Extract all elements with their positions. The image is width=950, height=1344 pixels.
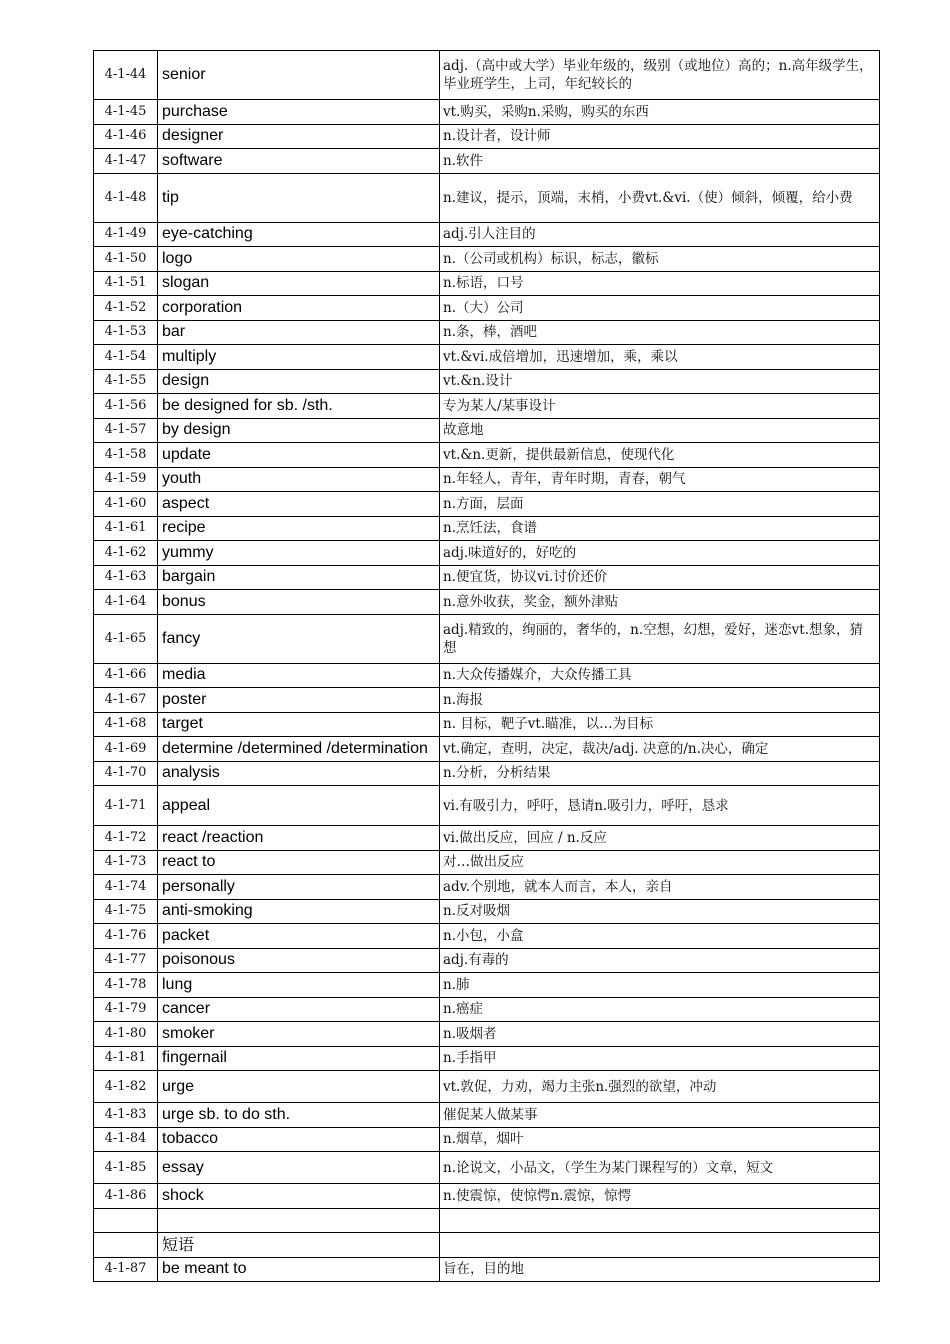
entry-definition: n.癌症: [440, 997, 880, 1022]
table-row: [94, 1152, 880, 1184]
entry-definition: n.年轻人，青年，青年时期，青春，朝气: [440, 467, 880, 492]
table-row: [94, 443, 880, 468]
table-row: [94, 1233, 880, 1258]
table-row: [94, 997, 880, 1022]
entry-id: 4-1-68: [94, 712, 158, 737]
entry-word: poisonous: [158, 948, 440, 973]
entry-id: 4-1-50: [94, 247, 158, 272]
table-row: [94, 590, 880, 615]
entry-definition: adj.（高中或大学）毕业年级的，级别（或地位）高的；n.高年级学生，毕业班学生，上司，年纪较长的: [440, 51, 880, 100]
entry-id: 4-1-81: [94, 1046, 158, 1071]
table-row: [94, 948, 880, 973]
table-row: [94, 826, 880, 851]
entry-definition: 故意地: [440, 418, 880, 443]
table-row: [94, 247, 880, 272]
entry-word: eye-catching: [158, 222, 440, 247]
entry-id: 4-1-54: [94, 345, 158, 370]
section-heading: 短语: [158, 1233, 440, 1258]
entry-id: 4-1-71: [94, 786, 158, 826]
entry-definition: vt.确定，查明，决定，裁决/adj. 决意的/n.决心，确定: [440, 737, 880, 762]
entry-definition: n.海报: [440, 688, 880, 713]
entry-definition: n.大众传播媒介，大众传播工具: [440, 663, 880, 688]
entry-definition: vt.敦促，力劝，竭力主张n.强烈的欲望，冲动: [440, 1071, 880, 1103]
entry-word: personally: [158, 875, 440, 900]
entry-word: tip: [158, 173, 440, 222]
table-row: [94, 1184, 880, 1209]
table-row: [94, 761, 880, 786]
entry-id: 4-1-59: [94, 467, 158, 492]
entry-word: tobacco: [158, 1127, 440, 1152]
table-row: [94, 320, 880, 345]
entry-definition: adv.个别地，就本人而言，本人，亲自: [440, 875, 880, 900]
entry-word: multiply: [158, 345, 440, 370]
entry-id: 4-1-56: [94, 394, 158, 419]
entry-word: react /reaction: [158, 826, 440, 851]
entry-id: 4-1-62: [94, 541, 158, 566]
entry-word: anti-smoking: [158, 899, 440, 924]
entry-word: lung: [158, 973, 440, 998]
entry-id: 4-1-82: [94, 1071, 158, 1103]
entry-definition: vt.&n.设计: [440, 369, 880, 394]
entry-definition: adj.精致的，绚丽的，奢华的，n.空想，幻想，爱好，迷恋vt.想象，猜想: [440, 614, 880, 663]
entry-word: [158, 1208, 440, 1233]
entry-id: 4-1-64: [94, 590, 158, 615]
table-row: [94, 1103, 880, 1128]
entry-definition: vt.&vi.成倍增加，迅速增加，乘，乘以: [440, 345, 880, 370]
entry-word: software: [158, 149, 440, 174]
table-row: [94, 394, 880, 419]
entry-definition: n. 目标，靶子vt.瞄准，以…为目标: [440, 712, 880, 737]
entry-word: design: [158, 369, 440, 394]
entry-word: media: [158, 663, 440, 688]
table-row: [94, 737, 880, 762]
entry-definition: n.肺: [440, 973, 880, 998]
entry-definition: n.烟草，烟叶: [440, 1127, 880, 1152]
entry-id: [94, 1208, 158, 1233]
entry-word: bar: [158, 320, 440, 345]
entry-word: analysis: [158, 761, 440, 786]
table-row: [94, 345, 880, 370]
vocabulary-table-body: [94, 51, 880, 1282]
entry-id: 4-1-69: [94, 737, 158, 762]
table-row: [94, 541, 880, 566]
table-row: [94, 614, 880, 663]
table-row: [94, 369, 880, 394]
entry-id: 4-1-75: [94, 899, 158, 924]
entry-definition: 催促某人做某事: [440, 1103, 880, 1128]
entry-definition: vi.做出反应，回应 / n.反应: [440, 826, 880, 851]
entry-definition: vt.购买，采购n.采购，购买的东西: [440, 100, 880, 125]
entry-definition: n.标语，口号: [440, 271, 880, 296]
entry-id: 4-1-79: [94, 997, 158, 1022]
table-row: [94, 1257, 880, 1282]
entry-definition: n.吸烟者: [440, 1022, 880, 1047]
entry-word: urge sb. to do sth.: [158, 1103, 440, 1128]
entry-definition: n.软件: [440, 149, 880, 174]
entry-word: determine /determined /determination: [158, 737, 440, 762]
entry-id: 4-1-51: [94, 271, 158, 296]
table-row: [94, 124, 880, 149]
entry-id: 4-1-74: [94, 875, 158, 900]
table-row: [94, 712, 880, 737]
entry-id: 4-1-55: [94, 369, 158, 394]
entry-definition: vi.有吸引力，呼吁，恳请n.吸引力，呼吁，恳求: [440, 786, 880, 826]
entry-id: 4-1-44: [94, 51, 158, 100]
entry-word: be designed for sb. /sth.: [158, 394, 440, 419]
table-row: [94, 1022, 880, 1047]
table-row: [94, 51, 880, 100]
entry-id: 4-1-72: [94, 826, 158, 851]
entry-id: 4-1-66: [94, 663, 158, 688]
entry-id: 4-1-65: [94, 614, 158, 663]
table-row: [94, 271, 880, 296]
entry-word: logo: [158, 247, 440, 272]
entry-definition: n.设计者，设计师: [440, 124, 880, 149]
entry-word: poster: [158, 688, 440, 713]
entry-id: 4-1-86: [94, 1184, 158, 1209]
entry-id: 4-1-49: [94, 222, 158, 247]
entry-id: 4-1-67: [94, 688, 158, 713]
entry-word: fancy: [158, 614, 440, 663]
entry-id: 4-1-57: [94, 418, 158, 443]
entry-definition: n.建议，提示，顶端，末梢，小费vt.&vi.（使）倾斜，倾覆，给小费: [440, 173, 880, 222]
table-row: [94, 418, 880, 443]
entry-definition: [440, 1208, 880, 1233]
entry-word: be meant to: [158, 1257, 440, 1282]
entry-word: update: [158, 443, 440, 468]
entry-definition: n.（大）公司: [440, 296, 880, 321]
table-row: [94, 222, 880, 247]
entry-id: 4-1-61: [94, 516, 158, 541]
entry-definition: n.（公司或机构）标识，标志，徽标: [440, 247, 880, 272]
entry-word: packet: [158, 924, 440, 949]
vocabulary-table: [93, 50, 880, 1282]
entry-word: fingernail: [158, 1046, 440, 1071]
table-row: [94, 296, 880, 321]
entry-word: cancer: [158, 997, 440, 1022]
table-row: [94, 973, 880, 998]
entry-definition: n.方面，层面: [440, 492, 880, 517]
entry-word: bonus: [158, 590, 440, 615]
table-row: [94, 663, 880, 688]
entry-word: slogan: [158, 271, 440, 296]
entry-definition: [440, 1233, 880, 1258]
table-row: [94, 516, 880, 541]
entry-word: appeal: [158, 786, 440, 826]
entry-word: smoker: [158, 1022, 440, 1047]
table-row: [94, 899, 880, 924]
table-row: [94, 688, 880, 713]
table-row: [94, 565, 880, 590]
entry-id: 4-1-45: [94, 100, 158, 125]
entry-word: youth: [158, 467, 440, 492]
entry-id: 4-1-78: [94, 973, 158, 998]
entry-definition: 专为某人/某事设计: [440, 394, 880, 419]
entry-word: bargain: [158, 565, 440, 590]
entry-word: recipe: [158, 516, 440, 541]
entry-id: 4-1-73: [94, 850, 158, 875]
entry-definition: 旨在，目的地: [440, 1257, 880, 1282]
entry-id: 4-1-80: [94, 1022, 158, 1047]
table-row: [94, 492, 880, 517]
entry-id: 4-1-77: [94, 948, 158, 973]
entry-definition: n.使震惊，使惊愕n.震惊，惊愕: [440, 1184, 880, 1209]
entry-word: react to: [158, 850, 440, 875]
table-row: [94, 173, 880, 222]
entry-definition: n.反对吸烟: [440, 899, 880, 924]
entry-definition: n.手指甲: [440, 1046, 880, 1071]
entry-id: 4-1-70: [94, 761, 158, 786]
entry-id: 4-1-48: [94, 173, 158, 222]
entry-word: corporation: [158, 296, 440, 321]
entry-definition: n.小包，小盒: [440, 924, 880, 949]
table-row: [94, 875, 880, 900]
entry-word: shock: [158, 1184, 440, 1209]
entry-id: 4-1-52: [94, 296, 158, 321]
table-row: [94, 467, 880, 492]
table-row: [94, 1127, 880, 1152]
entry-word: senior: [158, 51, 440, 100]
entry-id: 4-1-47: [94, 149, 158, 174]
entry-id: 4-1-83: [94, 1103, 158, 1128]
entry-word: yummy: [158, 541, 440, 566]
entry-id: 4-1-60: [94, 492, 158, 517]
table-row: [94, 786, 880, 826]
entry-id: 4-1-58: [94, 443, 158, 468]
entry-definition: n.烹饪法，食谱: [440, 516, 880, 541]
entry-word: aspect: [158, 492, 440, 517]
entry-definition: n.条，棒，酒吧: [440, 320, 880, 345]
entry-id: 4-1-53: [94, 320, 158, 345]
entry-word: essay: [158, 1152, 440, 1184]
entry-word: urge: [158, 1071, 440, 1103]
entry-word: purchase: [158, 100, 440, 125]
entry-id: [94, 1233, 158, 1258]
entry-id: 4-1-63: [94, 565, 158, 590]
entry-definition: n.便宜货，协议vi.讨价还价: [440, 565, 880, 590]
entry-word: designer: [158, 124, 440, 149]
table-row: [94, 1071, 880, 1103]
entry-definition: 对…做出反应: [440, 850, 880, 875]
entry-definition: adj.味道好的，好吃的: [440, 541, 880, 566]
entry-definition: n.分析，分析结果: [440, 761, 880, 786]
entry-definition: n.意外收获，奖金，额外津贴: [440, 590, 880, 615]
table-row: [94, 924, 880, 949]
entry-id: 4-1-76: [94, 924, 158, 949]
entry-id: 4-1-46: [94, 124, 158, 149]
table-row: [94, 100, 880, 125]
entry-id: 4-1-84: [94, 1127, 158, 1152]
table-row: [94, 149, 880, 174]
entry-id: 4-1-87: [94, 1257, 158, 1282]
table-row: [94, 1046, 880, 1071]
entry-definition: adj.有毒的: [440, 948, 880, 973]
entry-definition: vt.&n.更新，提供最新信息，使现代化: [440, 443, 880, 468]
entry-id: 4-1-85: [94, 1152, 158, 1184]
table-row: [94, 1208, 880, 1233]
table-row: [94, 850, 880, 875]
entry-definition: adj.引人注目的: [440, 222, 880, 247]
entry-word: by design: [158, 418, 440, 443]
entry-definition: n.论说文，小品文，（学生为某门课程写的）文章，短文: [440, 1152, 880, 1184]
entry-word: target: [158, 712, 440, 737]
